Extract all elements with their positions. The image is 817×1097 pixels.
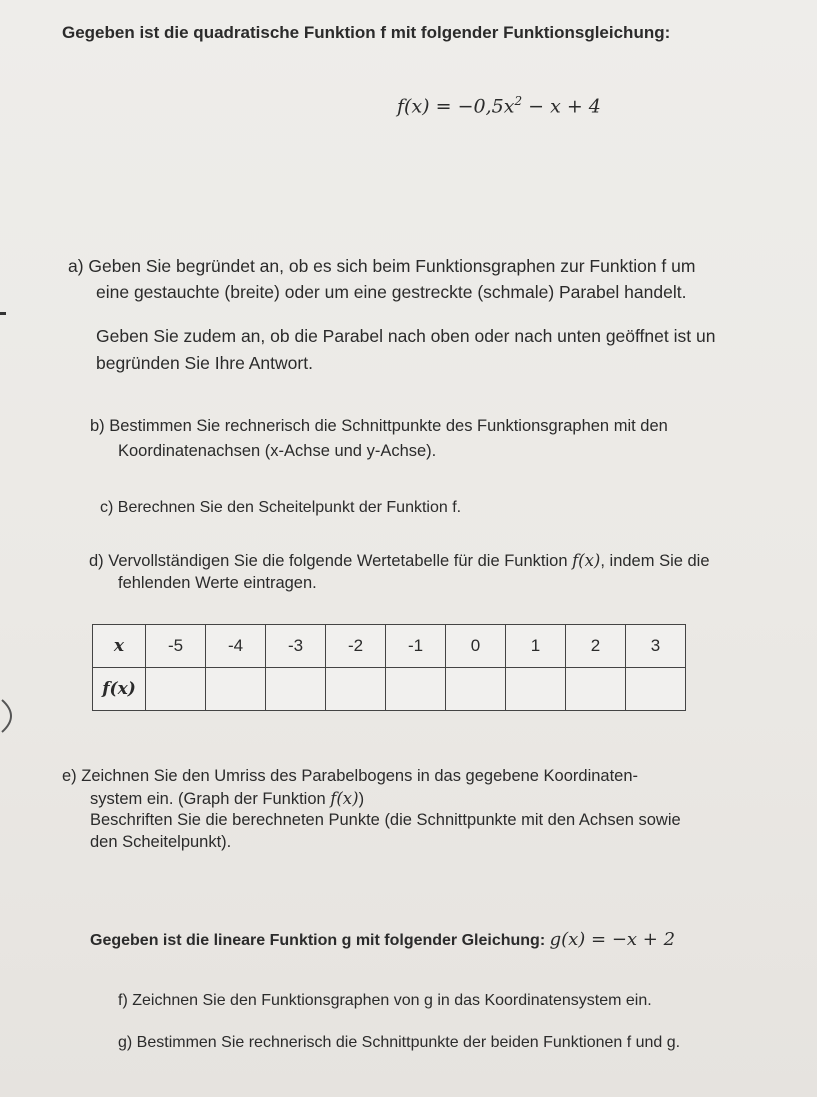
- task-d-text-post: , indem Sie die: [600, 552, 710, 570]
- task-d-line-2: fehlenden Werte eintragen.: [118, 574, 317, 592]
- task-a-line-3: Geben Sie zudem an, ob die Parabel nach oben oder nach unten geöffnet ist un: [96, 326, 716, 346]
- formula-exponent: 2: [514, 94, 523, 108]
- task-f-line-1: f) Zeichnen Sie den Funktionsgraphen von g in das Koordinatensystem ein.: [118, 992, 652, 1009]
- task-b-line-1: b) Bestimmen Sie rechnerisch die Schnittpunkte des Funktionsgraphen mit den: [90, 417, 668, 435]
- task-d-line-1: [89, 550, 710, 572]
- fx-empty-cell[interactable]: [506, 668, 566, 711]
- fx-empty-cell[interactable]: [326, 668, 386, 711]
- task-e-text-pre: system ein. (Graph der Funktion: [90, 790, 331, 808]
- x-cell: -1: [386, 625, 446, 668]
- fx-empty-cell[interactable]: [206, 668, 266, 711]
- fx-empty-cell[interactable]: [266, 668, 326, 711]
- table-row-x: [93, 625, 686, 668]
- x-cell: 0: [446, 625, 506, 668]
- row-header-x: x: [93, 625, 146, 668]
- row-header-fx: f(x): [93, 668, 146, 711]
- x-cell: 3: [626, 625, 686, 668]
- linear-intro: [90, 929, 675, 951]
- task-d-math: f(x): [572, 551, 601, 570]
- task-a-line-4: begründen Sie Ihre Antwort.: [96, 353, 313, 373]
- fx-empty-cell[interactable]: [566, 668, 626, 711]
- fx-empty-cell[interactable]: [386, 668, 446, 711]
- task-e-math: f(x): [330, 789, 359, 808]
- value-table: [92, 624, 686, 711]
- table-row-fx: [93, 668, 686, 711]
- task-e-line-4: den Scheitelpunkt).: [90, 833, 232, 851]
- page-edge-mark: [0, 698, 24, 734]
- margin-tick: [0, 312, 6, 315]
- task-e-text-post: ): [358, 790, 365, 808]
- task-e-line-3: Beschriften Sie die berechneten Punkte (die Schnittpunkte mit den Achsen sowie: [90, 811, 681, 829]
- task-c-line-1: c) Berechnen Sie den Scheitelpunkt der Funktion f.: [100, 499, 462, 516]
- x-cell: 2: [566, 625, 626, 668]
- fx-empty-cell[interactable]: [446, 668, 506, 711]
- fx-empty-cell[interactable]: [146, 668, 206, 711]
- formula-lhs: f(x) = −0,5x: [397, 95, 515, 118]
- task-a-line-2: eine gestauchte (breite) oder um eine gestreckte (schmale) Parabel handelt.: [96, 282, 687, 302]
- x-cell: 1: [506, 625, 566, 668]
- task-g-line-1: g) Bestimmen Sie rechnerisch die Schnittpunkte der beiden Funktionen f und g.: [118, 1034, 681, 1051]
- x-cell: -5: [146, 625, 206, 668]
- quadratic-formula: [397, 94, 601, 117]
- x-cell: -2: [326, 625, 386, 668]
- linear-text: Gegeben ist die lineare Funktion g mit folgender Gleichung:: [90, 932, 550, 949]
- formula-rhs: − x + 4: [522, 95, 601, 118]
- task-d-text-pre: d) Vervollständigen Sie die folgende Wertetabelle für die Funktion: [89, 552, 573, 570]
- linear-formula: g(x) = −x + 2: [549, 929, 676, 950]
- x-cell: -4: [206, 625, 266, 668]
- task-e-line-1: e) Zeichnen Sie den Umriss des Parabelbogens in das gegebene Koordinaten-: [62, 767, 639, 785]
- intro-text: Gegeben ist die quadratische Funktion f mit folgender Funktionsgleichung:: [62, 23, 671, 42]
- task-e-line-2: [90, 788, 364, 810]
- task-a-line-1: a) Geben Sie begründet an, ob es sich beim Funktionsgraphen zur Funktion f um: [68, 256, 696, 276]
- fx-empty-cell[interactable]: [626, 668, 686, 711]
- task-b-line-2: Koordinatenachsen (x-Achse und y-Achse).: [118, 442, 437, 460]
- x-cell: -3: [266, 625, 326, 668]
